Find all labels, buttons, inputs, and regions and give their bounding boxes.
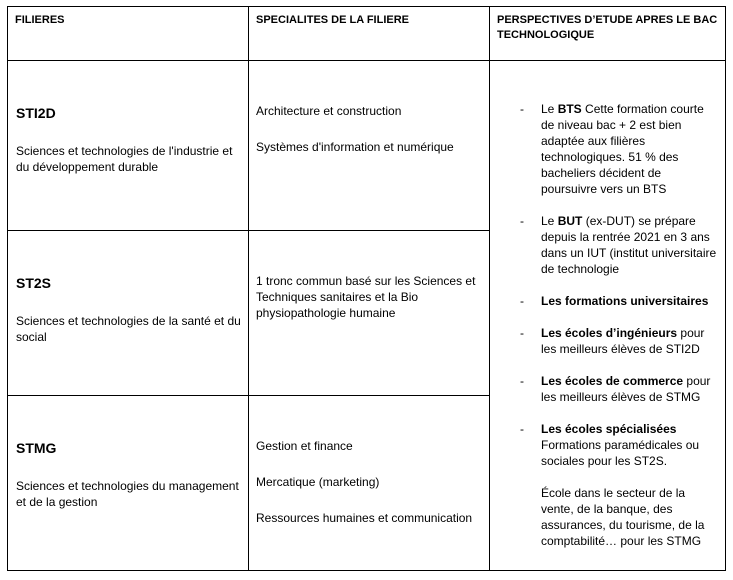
bullet-dash: - xyxy=(520,422,524,436)
bullet-dash: - xyxy=(520,294,524,308)
bullet-dash: - xyxy=(520,326,524,340)
bullet-text: Le BUT (ex-DUT) se prépare depuis la rentrée 2021 en 3 ans dans un IUT (institut universitaire de technologie xyxy=(541,214,717,276)
bullet-text: Le BTS Cette formation courte de niveau bac + 2 est bien adaptée aux filières technologiques. 51 % des bacheliers décident de poursuivre vers un BTS xyxy=(541,102,704,196)
specialite-item: Gestion et finance xyxy=(256,439,353,453)
specialite-item: Architecture et construction xyxy=(256,104,402,118)
bullet-dash: - xyxy=(520,102,524,116)
bullet-ecoles-commerce xyxy=(490,373,725,405)
bullet-text: Les écoles d’ingénieurs pour les meilleurs élèves de STI2D xyxy=(541,326,705,356)
bullet-extra-paragraph: École dans le secteur de la vente, de la banque, des assurances, du tourisme, de la comptabilité… pour les STMG xyxy=(541,486,705,548)
header-perspectives: PERSPECTIVES D’ETUDE APRES LE BAC TECHNOLOGIQUE xyxy=(490,7,725,61)
stmg-cell xyxy=(8,396,249,570)
specialite-item: Mercatique (marketing) xyxy=(256,475,380,489)
stmg-specialites-cell xyxy=(249,396,490,570)
st2s-cell xyxy=(8,231,249,396)
filiere-code-sti2d: STI2D xyxy=(16,105,56,121)
filiere-description-stmg: Sciences et technologies du management et de la gestion xyxy=(16,479,239,509)
header-specialites: SPECIALITES DE LA FILIERE xyxy=(249,7,490,61)
bullet-text: Les écoles de commerce pour les meilleurs élèves de STMG xyxy=(541,374,711,404)
filiere-description-st2s: Sciences et technologies de la santé et du social xyxy=(16,314,241,344)
perspectives-cell xyxy=(490,61,725,570)
filieres-table xyxy=(7,6,726,571)
specialite-item: Ressources humaines et communication xyxy=(256,511,473,525)
sti2d-cell xyxy=(8,61,249,231)
st2s-specialites-cell xyxy=(249,231,490,396)
bullet-ecoles-specialisees xyxy=(490,421,725,549)
bullet-dash: - xyxy=(520,214,524,228)
bullet-bts xyxy=(490,101,725,197)
specialite-item: 1 tronc commun basé sur les Sciences et Techniques sanitaires et la Bio physiopathologie humaine xyxy=(256,274,476,320)
bullet-text: Les formations universitaires xyxy=(541,294,709,308)
filiere-description-sti2d: Sciences et technologies de l'industrie et du développement durable xyxy=(16,144,233,174)
bullet-formations-universitaires xyxy=(490,293,725,309)
bullet-text: Les écoles spécialisées Formations paramédicales ou sociales pour les ST2S. École dans le secteur de la vente, de la banque, des assurances, du tourisme, de la comptabilité… pour les STMG xyxy=(541,421,719,549)
specialite-item: Systèmes d'information et numérique xyxy=(256,140,454,154)
bullet-but xyxy=(490,213,725,277)
bullet-dash: - xyxy=(520,374,524,388)
sti2d-specialites-cell xyxy=(249,61,490,231)
header-filieres: FILIERES xyxy=(8,7,249,61)
filiere-code-stmg: STMG xyxy=(16,440,57,456)
bullet-ecoles-ingenieurs xyxy=(490,325,725,357)
filiere-code-st2s: ST2S xyxy=(16,275,52,291)
